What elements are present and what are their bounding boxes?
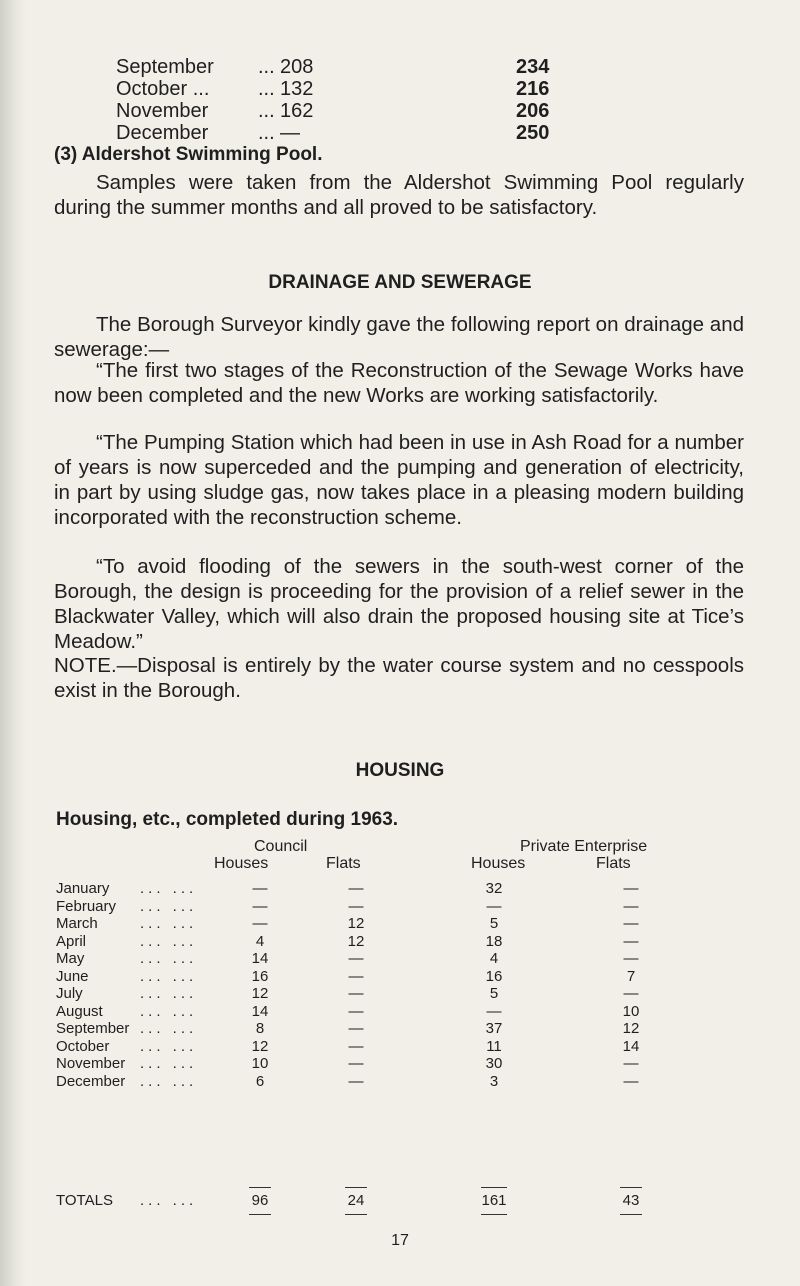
- council-flats-cell: —: [348, 880, 364, 897]
- drainage-intro: The Borough Surveyor kindly gave the following report on drainage and sewerage:—: [54, 313, 744, 361]
- drainage-paragraph: “The Pumping Station which had been in use in Ash Road for a number of years is now superceded and the pumping and generation of electricity, in part by using sludge gas, now takes place in a pleasing modern building incorporated with the reconstruction scheme.: [54, 431, 744, 529]
- table-row: [116, 122, 576, 144]
- private-flats-cell: —: [623, 1055, 639, 1072]
- month-label: September: [116, 56, 214, 78]
- table-row: [56, 1073, 746, 1090]
- leader-dots: ... ...: [140, 1072, 198, 1090]
- table-row: [56, 1020, 746, 1037]
- total-rule: [620, 1214, 642, 1215]
- private-group-header: Private Enterprise: [520, 838, 648, 855]
- private-houses-cell: —: [486, 897, 502, 915]
- leader-dots: ...: [258, 100, 275, 122]
- drainage-paragraph: “The first two stages of the Reconstruction of the Sewage Works have now been completed and the new Works are working satisfactorily.: [54, 359, 744, 407]
- total-rule: [481, 1187, 507, 1188]
- council-flats-cell: —: [348, 985, 364, 1002]
- value-cell-bold: 250: [516, 122, 550, 144]
- value-cell-bold: 234: [516, 56, 550, 78]
- council-flats-cell: 12: [347, 932, 365, 950]
- leader-dots: ...: [258, 56, 275, 78]
- month-label: January: [56, 880, 110, 897]
- private-houses-cell: 5: [489, 985, 499, 1002]
- leader-dots: ... ...: [140, 897, 198, 915]
- monthly-figures-table: [116, 56, 576, 144]
- leader-dots: ... ...: [140, 985, 198, 1002]
- table-row: [56, 898, 746, 915]
- month-label: September: [56, 1020, 130, 1037]
- council-houses-cell: —: [252, 897, 268, 915]
- private-flats-cell: 12: [622, 1020, 640, 1037]
- pool-paragraph: Samples were taken from the Aldershot Swimming Pool regularly during the summer months and all proved to be satisfactory.: [54, 171, 744, 219]
- page-number: 17: [391, 1232, 409, 1249]
- private-houses-cell: —: [486, 1002, 502, 1020]
- total-private-houses: 161: [481, 1192, 507, 1209]
- total-rule: [620, 1187, 642, 1188]
- council-flats-cell: —: [348, 897, 364, 915]
- table-row: [56, 933, 746, 950]
- private-flats-cell: —: [623, 915, 639, 932]
- column-header: Flats: [596, 855, 631, 872]
- leader-dots: ... ...: [140, 1192, 198, 1209]
- private-flats-cell: —: [623, 950, 639, 967]
- private-flats-cell: —: [623, 880, 639, 897]
- table-row: [56, 1038, 746, 1055]
- month-label: November: [116, 100, 209, 122]
- council-houses-cell: 14: [251, 950, 269, 967]
- pool-heading: (3) Aldershot Swimming Pool.: [54, 144, 323, 165]
- table-row: [56, 968, 746, 985]
- council-houses-cell: 16: [251, 967, 269, 985]
- leader-dots: ...: [258, 78, 275, 100]
- table-row: [116, 78, 576, 100]
- leader-dots: ... ...: [140, 880, 198, 897]
- council-flats-cell: —: [348, 967, 364, 985]
- leader-dots: ... ...: [140, 1037, 198, 1055]
- council-flats-cell: —: [348, 950, 364, 967]
- council-flats-cell: 12: [347, 915, 365, 932]
- totals-label: TOTALS: [56, 1192, 113, 1209]
- housing-title: HOUSING: [355, 760, 445, 781]
- table-row: [116, 56, 576, 78]
- private-houses-cell: 3: [489, 1072, 499, 1090]
- private-flats-cell: —: [623, 985, 639, 1002]
- council-houses-cell: —: [252, 915, 268, 932]
- private-flats-cell: —: [623, 897, 639, 915]
- column-header: Houses: [214, 855, 269, 872]
- drainage-title: DRAINAGE AND SEWERAGE: [268, 272, 532, 293]
- value-cell: 132: [280, 78, 314, 100]
- leader-dots: ...: [258, 122, 275, 144]
- private-flats-cell: 10: [622, 1002, 640, 1020]
- council-houses-cell: 6: [255, 1072, 265, 1090]
- column-header: Houses: [471, 855, 526, 872]
- council-flats-cell: —: [348, 1020, 364, 1037]
- month-label: May: [56, 950, 85, 967]
- private-flats-cell: 14: [622, 1037, 640, 1055]
- council-houses-cell: 12: [251, 985, 269, 1002]
- value-cell: —: [280, 122, 300, 144]
- private-houses-cell: 16: [485, 967, 503, 985]
- month-label: October: [56, 1037, 110, 1055]
- total-council-flats: 24: [347, 1192, 365, 1209]
- total-private-flats: 43: [622, 1192, 640, 1209]
- leader-dots: ... ...: [140, 932, 198, 950]
- council-houses-cell: 10: [251, 1055, 269, 1072]
- column-header: Flats: [326, 855, 361, 872]
- council-flats-cell: —: [348, 1072, 364, 1090]
- table-row: [56, 1055, 746, 1072]
- private-houses-cell: 11: [486, 1037, 502, 1055]
- private-houses-cell: 37: [485, 1020, 503, 1037]
- month-label: December: [56, 1072, 126, 1090]
- table-row: [56, 1003, 746, 1020]
- value-cell: 162: [280, 100, 314, 122]
- total-rule: [345, 1187, 367, 1188]
- month-label: April: [56, 932, 87, 950]
- month-label: December: [116, 122, 209, 144]
- council-houses-cell: 14: [251, 1002, 269, 1020]
- month-label: June: [56, 967, 89, 985]
- total-rule: [249, 1214, 271, 1215]
- drainage-note: NOTE.—Disposal is entirely by the water course system and no cesspools exist in the Borough.: [54, 654, 744, 702]
- month-label: October ...: [116, 78, 210, 100]
- value-cell: 208: [280, 56, 314, 78]
- private-houses-cell: 32: [485, 880, 503, 897]
- month-label: November: [56, 1055, 126, 1072]
- council-houses-cell: 8: [255, 1020, 265, 1037]
- month-label: February: [56, 897, 117, 915]
- leader-dots: ... ...: [140, 1055, 198, 1072]
- council-houses-cell: —: [252, 880, 268, 897]
- month-label: July: [56, 985, 83, 1002]
- month-label: August: [56, 1002, 103, 1020]
- leader-dots: ... ...: [140, 1002, 198, 1020]
- private-houses-cell: 4: [489, 950, 499, 967]
- total-rule: [345, 1214, 367, 1215]
- table-row: [56, 880, 746, 897]
- total-rule: [249, 1187, 271, 1188]
- leader-dots: ... ...: [140, 967, 198, 985]
- totals-row: [56, 1192, 746, 1209]
- council-houses-cell: 4: [255, 932, 265, 950]
- private-houses-cell: 18: [485, 932, 503, 950]
- council-flats-cell: —: [348, 1055, 364, 1072]
- council-flats-cell: —: [348, 1002, 364, 1020]
- private-flats-cell: 7: [626, 967, 636, 985]
- leader-dots: ... ...: [140, 915, 198, 932]
- table-row: [56, 985, 746, 1002]
- month-label: March: [56, 915, 98, 932]
- private-flats-cell: —: [623, 932, 639, 950]
- council-houses-cell: 12: [251, 1037, 269, 1055]
- table-row: [56, 915, 746, 932]
- drainage-paragraph: “To avoid flooding of the sewers in the south-west corner of the Borough, the design is proceeding for the provision of a relief sewer in the Blackwater Valley, which will also drain the proposed housing site at Tice’s Meadow.”: [54, 555, 744, 653]
- total-council-houses: 96: [251, 1192, 269, 1209]
- value-cell-bold: 206: [516, 100, 550, 122]
- table-row: [116, 100, 576, 122]
- housing-subtitle: Housing, etc., completed during 1963.: [56, 809, 399, 830]
- private-houses-cell: 5: [489, 915, 499, 932]
- total-rule: [481, 1214, 507, 1215]
- table-row: [56, 950, 746, 967]
- leader-dots: ... ...: [140, 1020, 198, 1037]
- page-edge-shadow: [0, 0, 26, 1286]
- council-flats-cell: —: [348, 1037, 364, 1055]
- council-group-header: Council: [254, 838, 308, 855]
- private-houses-cell: 30: [485, 1055, 503, 1072]
- private-flats-cell: —: [623, 1072, 639, 1090]
- leader-dots: ... ...: [140, 950, 198, 967]
- value-cell-bold: 216: [516, 78, 550, 100]
